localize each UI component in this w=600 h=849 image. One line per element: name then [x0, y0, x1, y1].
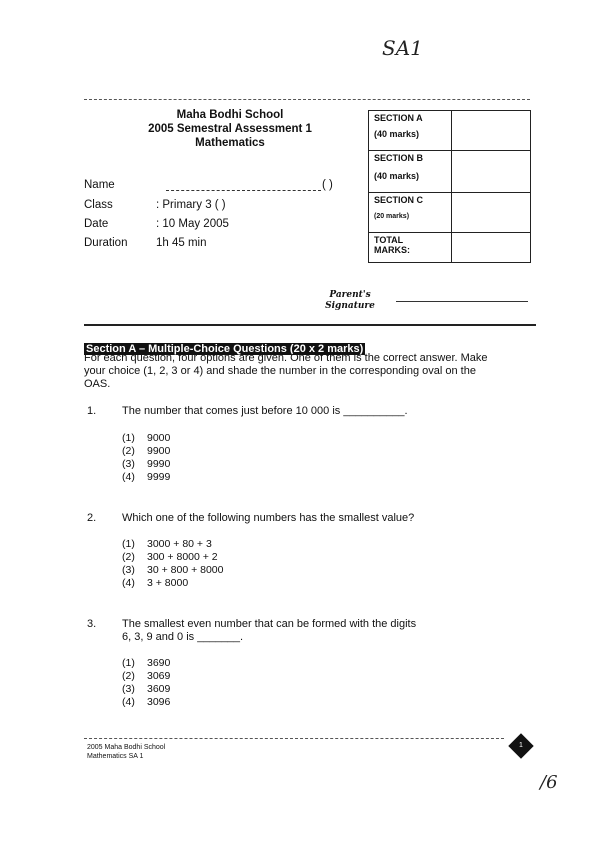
duration-value: 1h 45 min: [156, 237, 207, 249]
section-a-cell: SECTION A (40 marks): [369, 111, 452, 151]
option: (4) 9999: [122, 471, 171, 483]
duration-label: Duration: [84, 237, 128, 249]
question-3-options: [122, 657, 170, 709]
marks-row: [369, 111, 531, 151]
marks-row: [369, 233, 531, 263]
option: (3) 9990: [122, 458, 171, 470]
question-1-options: [122, 432, 170, 484]
parent-signature-label: Parent's Signature: [325, 290, 375, 311]
option: (2) 9900: [122, 445, 171, 457]
section-b-cell: SECTION B (40 marks): [369, 151, 452, 193]
date-label: Date: [84, 218, 109, 230]
section-divider: [84, 324, 536, 326]
page-number: 1: [519, 742, 523, 749]
date-value: : 10 May 2005: [156, 218, 229, 230]
handwritten-bottom-mark: /6: [540, 772, 558, 793]
section-b-score[interactable]: [452, 151, 531, 193]
info-row-name: [84, 176, 374, 196]
option: (1) 9000: [122, 432, 171, 444]
section-a-score[interactable]: [452, 111, 531, 151]
question-1-number: 1.: [87, 405, 97, 417]
question-2-number: 2.: [87, 512, 97, 524]
section-a-instructions: For each question, four options are given. One of them is the correct answer. Make your choice (1, 2, 3 or 4) and shade the number in the corresponding oval on the OAS.: [84, 352, 488, 390]
assessment-title: 2005 Semestral Assessment 1: [148, 123, 312, 135]
question-2-options: [122, 538, 224, 590]
footer-divider: [84, 738, 504, 739]
info-row-duration: [84, 234, 374, 253]
question-1-text: The number that comes just before 10 000 is __________.: [122, 405, 408, 417]
marks-table: [368, 110, 531, 263]
question-3-text: The smallest even number that can be formed with the digits: [122, 618, 417, 630]
name-index: ( ): [322, 179, 333, 191]
exam-header: [130, 108, 330, 150]
top-divider: [84, 99, 530, 100]
question-3-number: 3.: [87, 618, 97, 630]
option: (2) 3069: [122, 670, 171, 682]
question-3-text-line2: 6, 3, 9 and 0 is _______.: [122, 631, 244, 643]
student-info: [84, 176, 374, 253]
section-c-cell: SECTION C (20 marks): [369, 193, 452, 233]
handwritten-top-mark: SA1: [382, 36, 423, 60]
name-label: Name: [84, 179, 115, 191]
marks-row: [369, 193, 531, 233]
class-value: : Primary 3 ( ): [156, 199, 226, 211]
option: (1) 3000 + 80 + 3: [122, 538, 212, 550]
option: (3) 3609: [122, 683, 171, 695]
school-name: Maha Bodhi School: [176, 109, 284, 121]
signature-line[interactable]: [396, 301, 528, 302]
class-label: Class: [84, 199, 113, 211]
question-2-text: Which one of the following numbers has the smallest value?: [122, 512, 415, 524]
subject-title: Mathematics: [195, 137, 265, 149]
option: (2) 300 + 8000 + 2: [122, 551, 218, 563]
total-marks-score[interactable]: [452, 233, 531, 263]
marks-row: [369, 151, 531, 193]
footer-school: 2005 Maha Bodhi School: [87, 744, 166, 751]
option: (1) 3690: [122, 657, 171, 669]
info-row-date: [84, 215, 374, 234]
option: (4) 3096: [122, 696, 171, 708]
section-c-score[interactable]: [452, 193, 531, 233]
section-a-heading: Section A – Multiple-Choice Questions (20 x 2 marks): [86, 343, 364, 355]
option: (4) 3 + 8000: [122, 577, 189, 589]
total-marks-cell: TOTAL MARKS:: [369, 233, 452, 263]
option: (3) 30 + 800 + 8000: [122, 564, 224, 576]
footer: [87, 743, 165, 761]
info-row-class: [84, 196, 374, 215]
name-line[interactable]: [166, 190, 321, 191]
page-number-badge: [508, 733, 533, 758]
footer-subject: Mathematics SA 1: [87, 753, 144, 760]
